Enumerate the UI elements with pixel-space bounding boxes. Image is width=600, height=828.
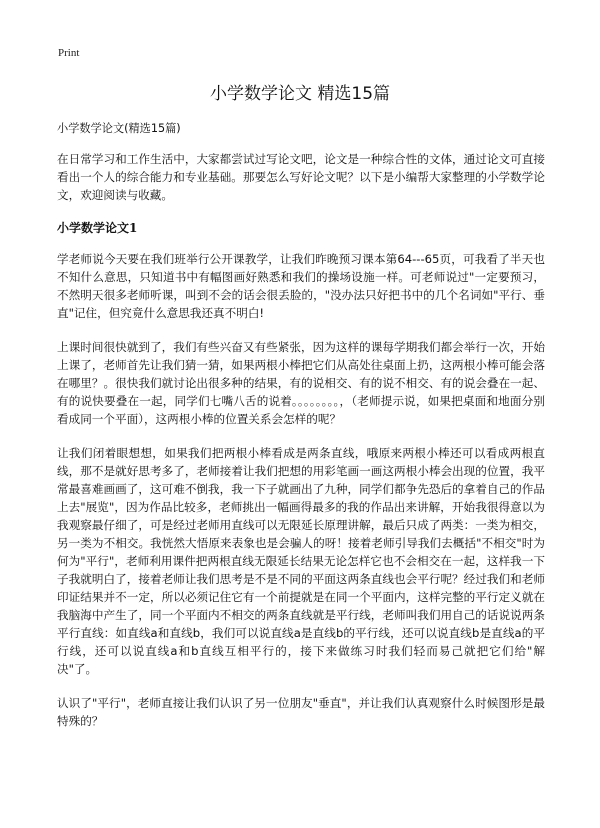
body-paragraph-4: 认识了"平行"，老师直接让我们认识了另一位朋友"垂直"，并让我们认真观察什么时候图形是最特殊的？	[57, 696, 545, 728]
body-paragraph-3: 让我们闭着眼想想，如果我们把两根小棒看成是两条直线，哦原来两根小棒还可以看成两根直线，那不是就好思考多了，老师接着让我们把想的用彩笔画一画这两根小棒会出现的位置，我平常最喜难画画了，这可难不倒我，我一下子就画出了九种，同学们都争先恐后的拿着自己的作品上去"展览"，因为作品比较多，老师挑出一幅画得最多的我的作品出来讲解，开始我很得意以为我观察最仔细了，可是经过老师用直线可以无限延长原理讲解，最后只成了两类：一类为相交，另一类为不相交。我恍然大悟原来表象也是会骗人的呀！接着老师引导我们去概括"不相交"时为何为"平行"，老师利用课件把两根直线无限延长结果无论怎样它也不会相交在一起，这样我一下子我就明白了，接着老师让我们思考是不是不同的平面这两条直线也会平行呢？经过我们和老师印证结果并不一定，所以必须记住它有一个前提就是在同一个平面内，这样完整的平行定义就在我脑海中产生了，同一个平面内不相交的两条直线就是平行线，老师叫我们用自己的话说说两条平行直线：如直线a和直线b，我们可以说直线a是直线b的平行线，还可以说直线b是直线a的平行线，还可以说直线a和b直线互相平行的，接下来做练习时我们轻而易己就把它们给"解决"了。	[57, 446, 545, 676]
section-heading: 小学数学论文1	[57, 221, 138, 235]
document-title: 小学数学论文 精选15篇	[209, 84, 391, 104]
body-paragraph-1: 学老师说今天要在我们班举行公开课教学，让我们昨晚预习课本第64---65页，可我看了半天也不知什么意思，只知道书中有幅图画好熟悉和我们的操场设施一样。可老师说过"一定要预习，不然明天很多老师听课，叫到不会的话会很丢脸的，"没办法只好把书中的几个名词如"平行、垂直"记住，但究竟什么意思我还真不明白!	[57, 252, 545, 320]
document-body	[57, 121, 545, 746]
document-subtitle: 小学数学论文(精选15篇)	[57, 122, 181, 135]
intro-paragraph: 在日常学习和工作生活中，大家都尝试过写论文吧，论文是一种综合性的文体，通过论文可直接看出一个人的综合能力和专业基础。那要怎么写好论文呢？以下是小编帮大家整理的小学数学论文，欢迎阅读与收藏。	[57, 152, 545, 202]
print-label: Print	[58, 47, 80, 59]
body-paragraph-2: 上课时间很快就到了，我们有些兴奋又有些紧张，因为这样的课每学期我们都会举行一次，开始上课了，老师首先让我们猜一猜，如果两根小棒把它们从高处往桌面上扔，这两根小棒可能会落在哪里？。很快我们就讨论出很多种的结果，有的说相交、有的说不相交、有的说会叠在一起、有的说快要叠在一起，同学们七嘴八舌的说着。。。。。。。。，（老师提示说，如果把桌面和地面分别看成同一个平面），这两根小棒的位置关系会怎样的呢？	[57, 340, 545, 426]
